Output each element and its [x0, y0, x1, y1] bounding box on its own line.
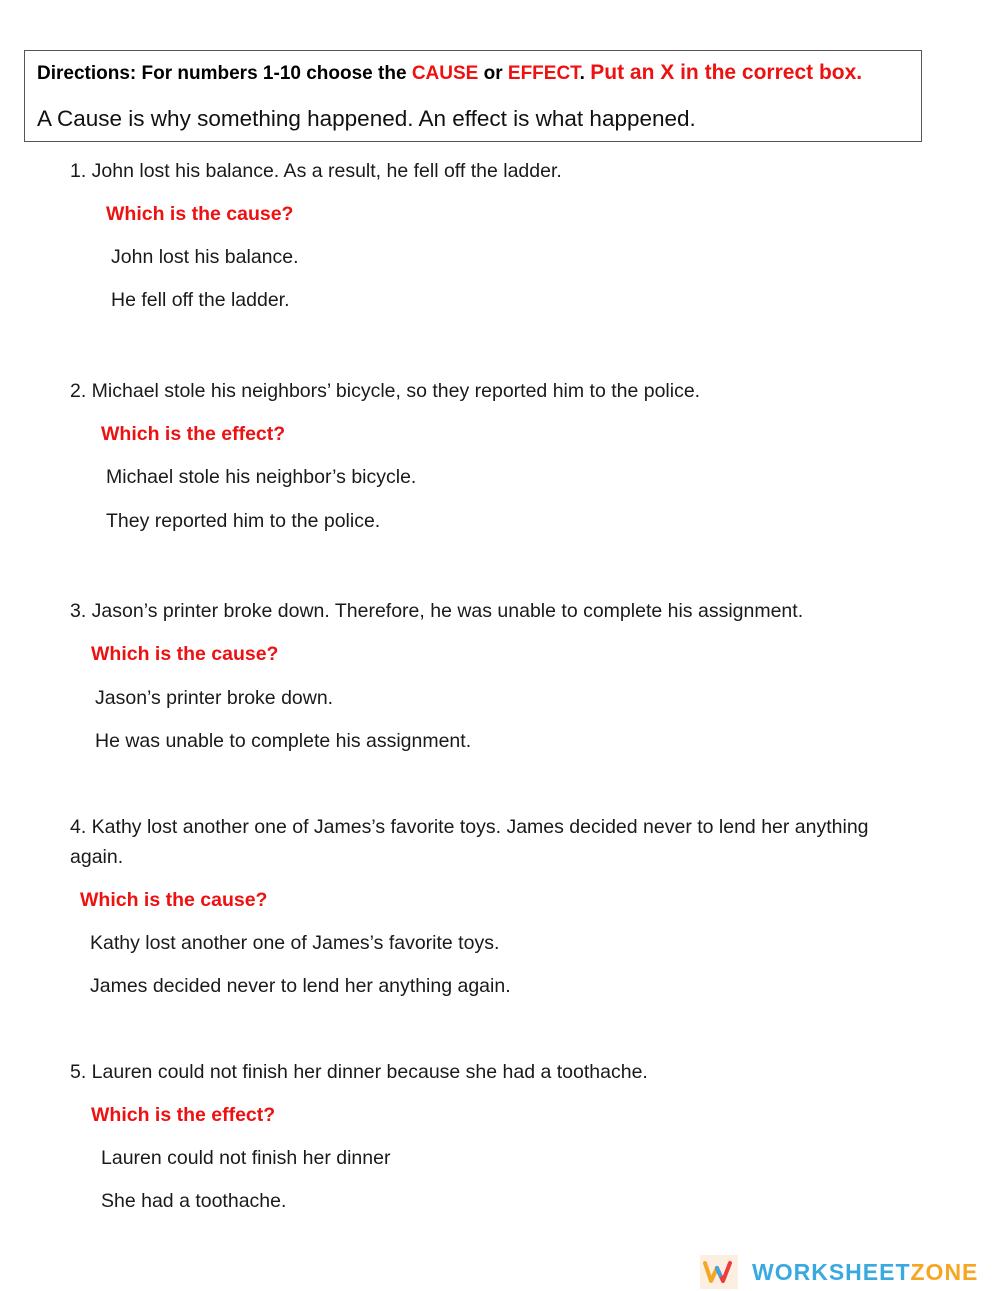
question-1-option-2[interactable]: He fell off the ladder.: [111, 289, 290, 311]
brand-part-1: WORKSHEET: [752, 1258, 911, 1285]
question-3-text: 3. Jason’s printer broke down. Therefore, he was unable to complete his assignment.: [70, 600, 804, 622]
question-2-option-2[interactable]: They reported him to the police.: [106, 510, 381, 532]
question-4-text-line-2: again.: [70, 846, 124, 868]
worksheetzone-logo: [700, 1255, 1000, 1289]
question-4-prompt: Which is the cause?: [80, 889, 268, 911]
definition-line: A Cause is why something happened. An effect is what happened.: [37, 106, 696, 131]
question-1-option-1[interactable]: John lost his balance.: [111, 246, 299, 268]
question-5-text: 5. Lauren could not finish her dinner because she had a toothache.: [70, 1061, 648, 1083]
directions-prefix: Directions: For numbers 1-10 choose the: [37, 63, 412, 84]
directions-instruction: Put an X in the correct box.: [590, 61, 863, 84]
question-5-option-2[interactable]: She had a toothache.: [101, 1190, 287, 1212]
question-4-option-2[interactable]: James decided never to lend her anything again.: [90, 975, 511, 997]
cause-word: CAUSE: [411, 63, 479, 84]
worksheetzone-wordmark: [752, 1259, 978, 1286]
directions-line: [37, 61, 862, 85]
question-2-text: 2. Michael stole his neighbors’ bicycle, so they reported him to the police.: [70, 380, 701, 402]
question-4-option-1[interactable]: Kathy lost another one of James’s favorite toys.: [90, 932, 500, 954]
question-3-prompt: Which is the cause?: [91, 643, 279, 665]
question-3-option-2[interactable]: He was unable to complete his assignment.: [95, 730, 472, 752]
worksheetzone-w-icon: [700, 1255, 738, 1289]
effect-word: EFFECT: [507, 63, 580, 84]
question-5-prompt: Which is the effect?: [91, 1104, 276, 1126]
question-4-text-line-1: 4. Kathy lost another one of James’s favorite toys. James decided never to lend her anything: [70, 816, 869, 838]
question-2-prompt: Which is the effect?: [101, 423, 286, 445]
directions-dot: .: [579, 63, 591, 84]
question-1-text: 1. John lost his balance. As a result, he fell off the ladder.: [70, 160, 562, 182]
question-2-option-1[interactable]: Michael stole his neighbor’s bicycle.: [106, 466, 417, 488]
directions-box: [24, 50, 922, 142]
brand-part-2: ZONE: [910, 1258, 979, 1285]
question-5-option-1[interactable]: Lauren could not finish her dinner: [101, 1147, 391, 1169]
question-1-prompt: Which is the cause?: [106, 203, 294, 225]
question-3-option-1[interactable]: Jason’s printer broke down.: [95, 687, 334, 709]
or-word: or: [478, 63, 508, 84]
